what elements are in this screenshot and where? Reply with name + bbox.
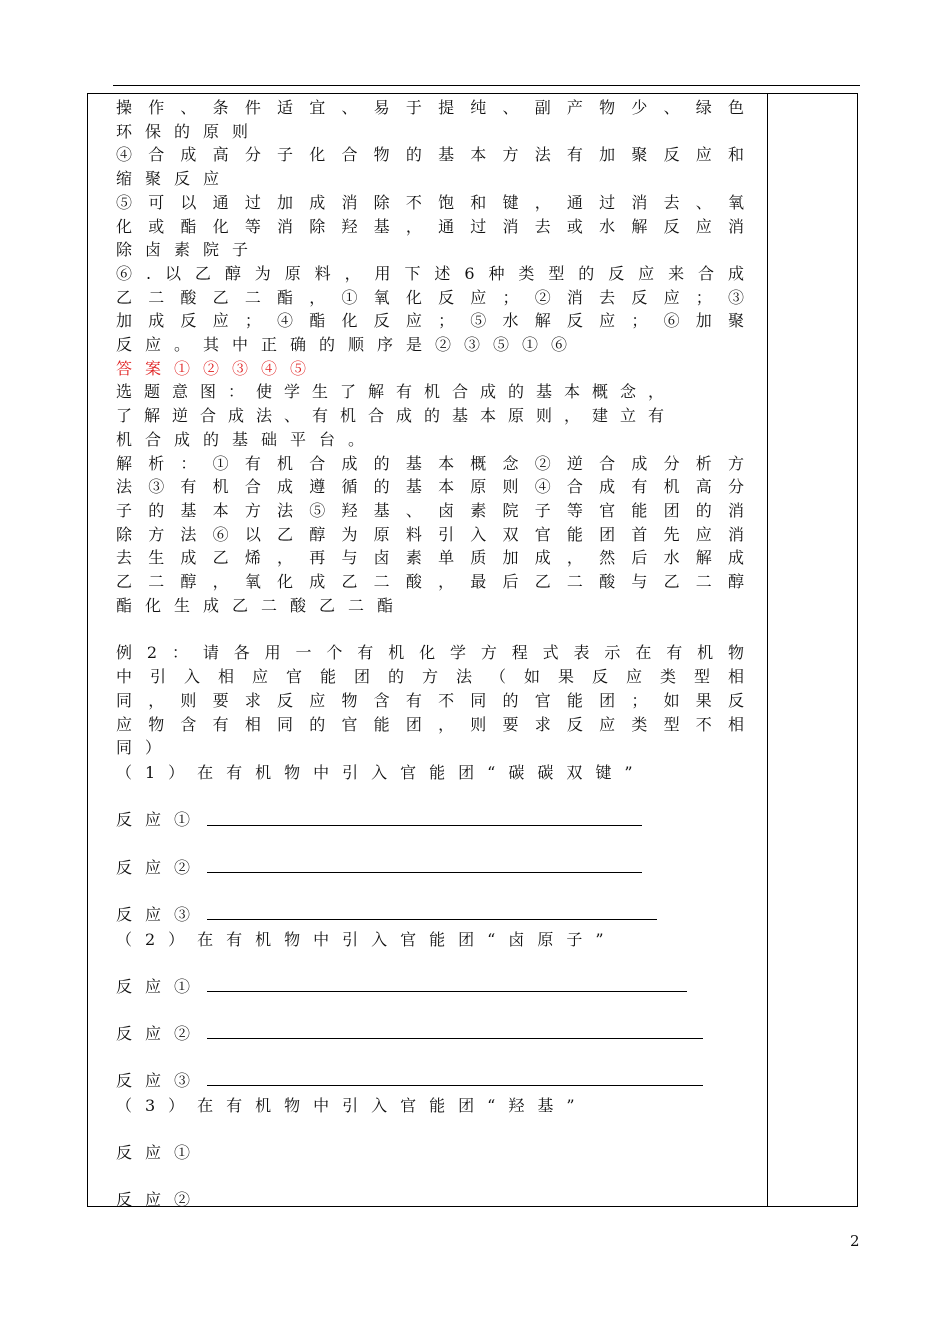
text-line: 机合成的基础平台。 xyxy=(116,429,378,449)
example-line: 应物含有相同的官能团，则要求反应类型不相 xyxy=(116,714,744,734)
part2-reaction-2-label: 反应② xyxy=(116,1024,204,1043)
part1-reaction-1-blank[interactable] xyxy=(207,825,642,826)
text-line: 乙二酸乙二酯，①氧化反应；②消去反应；③ xyxy=(116,287,744,307)
text-line: 环保的原则 xyxy=(116,121,262,141)
example-line: 中引入相应官能团的方法（如果反应类型相 xyxy=(116,667,744,687)
example-line: 同，则要求反应物含有不同的官能团；如果反 xyxy=(116,690,744,710)
part2-reaction-1-label: 反应① xyxy=(116,977,204,996)
answer-line: 答案①②③④⑤ xyxy=(116,358,320,378)
part2-reaction-2-blank[interactable] xyxy=(207,1038,703,1039)
part3-reaction-1-label: 反应① xyxy=(116,1143,204,1162)
text-line: ④合成高分子化合物的基本方法有加聚反应和 xyxy=(116,145,744,165)
text-line: 除卤素院子 xyxy=(116,240,262,260)
part2-reaction-1-blank[interactable] xyxy=(207,991,687,992)
part1-reaction-1-label: 反应① xyxy=(116,810,204,829)
text-line: 乙二醇，氧化成乙二酸，最后乙二酸与乙二醇 xyxy=(116,572,744,592)
part1-title: （1）在有机物中引入官能团“碳碳双键” xyxy=(116,763,646,782)
text-line: 选题意图：使学生了解有机合成的基本概念， xyxy=(116,382,677,402)
text-line: 加成反应；④酯化反应；⑤水解反应；⑥加聚 xyxy=(116,311,744,331)
text-line: 化或酯化等消除羟基，通过消去或水解反应消 xyxy=(116,216,744,236)
part1-reaction-3-label: 反应③ xyxy=(116,905,204,924)
text-line: 除方法⑥以乙醇为原料引入双官能团首先应消 xyxy=(116,524,744,544)
part2-title: （2）在有机物中引入官能团“卤原子” xyxy=(116,930,617,949)
text-line: 缩聚反应 xyxy=(116,169,233,189)
text-line: ⑤可以通过加成消除不饱和键，通过消去、氧 xyxy=(116,192,744,212)
example-line: 例2：请各用一个有机化学方程式表示在有机物 xyxy=(116,643,744,663)
text-line: 反应。其中正确的顺序是②③⑤①⑥ xyxy=(116,335,581,355)
text-line: 了解逆合成法、有机合成的基本原则，建立有 xyxy=(116,406,677,426)
text-line: 法③有机合成遵循的基本原则④合成有机高分 xyxy=(116,477,744,497)
text-line: 解析：①有机合成的基本概念②逆合成分析方 xyxy=(116,453,744,473)
text-line: ⑥.以乙醇为原料，用下述6种类型的反应来合成 xyxy=(116,263,744,283)
part3-reaction-2-label: 反应② xyxy=(116,1190,204,1209)
part3-title: （3）在有机物中引入官能团“羟基” xyxy=(116,1096,588,1115)
part2-reaction-3-label: 反应③ xyxy=(116,1071,204,1090)
part2-reaction-3-blank[interactable] xyxy=(207,1085,703,1086)
page-number: 2 xyxy=(850,1232,860,1250)
table-column-divider xyxy=(767,93,768,1207)
part1-reaction-2-label: 反应② xyxy=(116,858,204,877)
text-line: 子的基本方法⑤羟基、卤素院子等官能团的消 xyxy=(116,500,744,520)
part1-reaction-3-blank[interactable] xyxy=(207,919,657,920)
example-line: 同） xyxy=(116,738,175,758)
text-line: 去生成乙烯，再与卤素单质加成，然后水解成 xyxy=(116,548,744,568)
main-text xyxy=(116,96,744,760)
text-line: 酯化生成乙二酸乙二酯 xyxy=(116,595,407,615)
part1-reaction-2-blank[interactable] xyxy=(207,872,642,873)
header-rule xyxy=(113,85,860,86)
text-line: 操作、条件适宜、易于提纯、副产物少、绿色 xyxy=(116,98,744,117)
